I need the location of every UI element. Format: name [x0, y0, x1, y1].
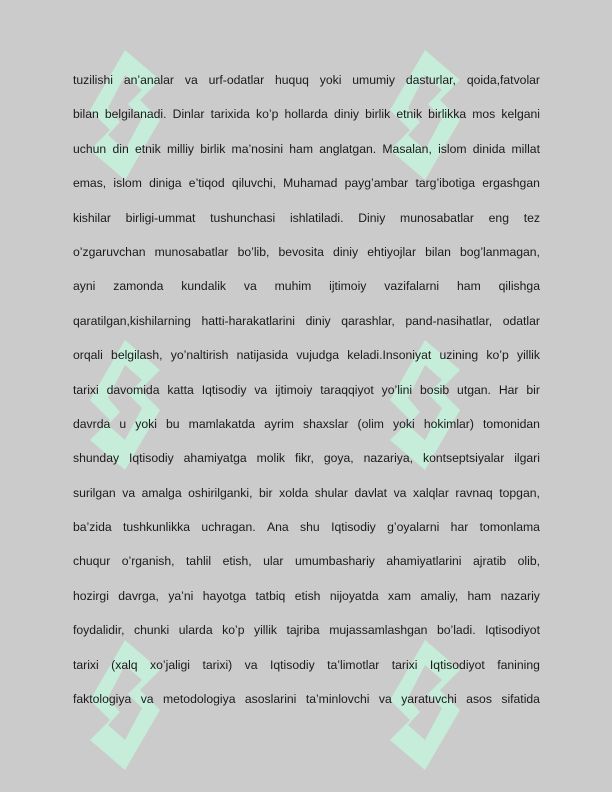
text-line: o’zgaruvchan munosabatlar bo’lib, bevosita diniy ehtiyojlar bilan bog’lanmagan,	[73, 244, 540, 259]
text-line: tarixi davomida katta Iqtisodiy va ijtimoiy taraqqiyot yo’lini bosib utgan. Har bir	[73, 382, 540, 397]
text-line: ba’zida tushkunlikka uchragan. Ana shu Iqtisodiy g’oyalarni har tomonlama	[73, 520, 540, 535]
body-text	[73, 68, 540, 721]
text-line: foydalidir, chunki ularda ko’p yillik tajriba mujassamlashgan bo’ladi. Iqtisodiyot	[73, 623, 540, 638]
text-line: surilgan va amalga oshirilganki, bir xolda shular davlat va xalqlar ravnaq topgan,	[73, 485, 540, 500]
text-line: emas, islom diniga e’tiqod qiluvchi, Muhamad payg’ambar targ’ibotiga ergashgan	[73, 176, 540, 191]
text-line: davrda u yoki bu mamlakatda ayrim shaxslar (olim yoki hokimlar) tomonidan	[73, 416, 540, 431]
text-line: shunday Iqtisodiy ahamiyatga molik fikr, goya, nazariya, kontseptsiyalar ilgari	[73, 451, 540, 466]
text-line: uchun din etnik milliy birlik ma’nosini ham anglatgan. Masalan, islom dinida millat	[73, 141, 540, 156]
text-line: tarixi (xalq xo’jaligi tarixi) va Iqtisodiy ta’limotlar tarixi Iqtisodiyot fanining	[73, 657, 540, 672]
text-line: hozirgi davrga, ya’ni hayotga tatbiq etish nijoyatda xam amaliy, ham nazariy	[73, 588, 540, 603]
text-line: qaratilgan,kishilarning hatti-harakatlarini diniy qarashlar, pand-nasihatlar, odatlar	[73, 313, 540, 328]
text-line: chuqur o’rganish, tahlil etish, ular umumbashariy ahamiyatlarini ajratib olib,	[73, 554, 540, 569]
text-line: kishilar birligi-ummat tushunchasi ishlatiladi. Diniy munosabatlar eng tez	[73, 210, 540, 225]
text-line: bilan belgilanadi. Dinlar tarixida ko’p hollarda diniy birlik etnik birlikka mos kelgani	[73, 107, 540, 122]
text-line: orqali belgilash, yo’naltirish natijasida vujudga keladi.Insoniyat uzining ko’p yillik	[73, 348, 540, 363]
text-line: tuzilishi an’analar va urf-odatlar huquq yoki umumiy dasturlar, qoida,fatvolar	[73, 73, 540, 87]
text-line: ayni zamonda kundalik va muhim ijtimoiy vazifalarni ham qilishga	[73, 279, 540, 294]
text-line: faktologiya va metodologiya asoslarini ta’minlovchi va yaratuvchi asos sifatida	[73, 692, 540, 707]
